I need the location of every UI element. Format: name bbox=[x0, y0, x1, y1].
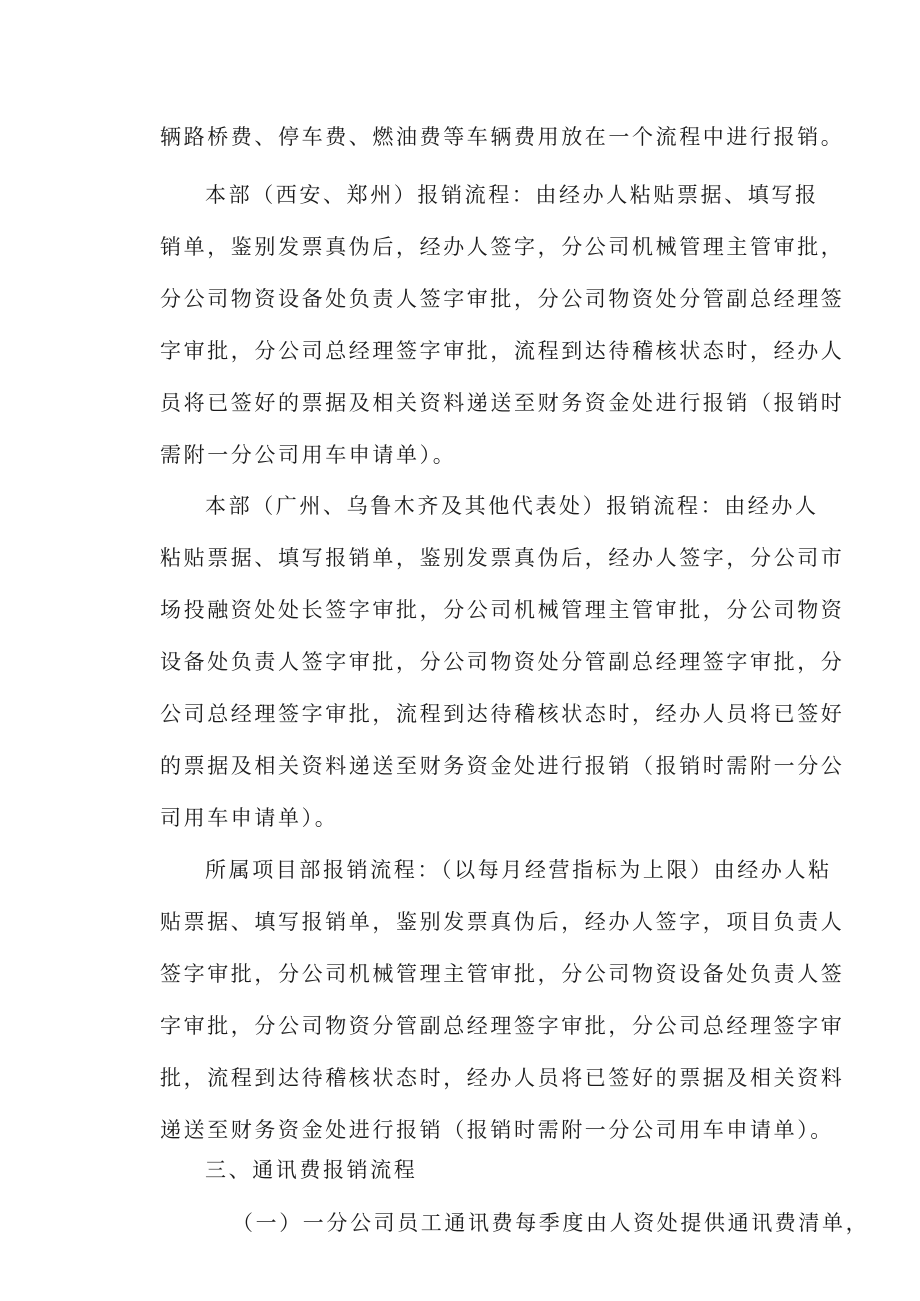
body-text-line: 贴票据、填写报销单，鉴别发票真伪后，经办人签字，项目负责人 bbox=[160, 910, 845, 934]
body-text-line: 递送至财务资金处进行报销（报销时需附一分公司用车申请单）。 bbox=[160, 1118, 834, 1142]
body-text-line: 需附一分公司用车申请单）。 bbox=[160, 443, 457, 467]
body-text-line: 字审批，分公司总经理签字审批，流程到达待稽核状态时，经办人 bbox=[160, 339, 845, 363]
paragraph-first-line: 本部（西安、郑州）报销流程：由经办人粘贴票据、填写报 bbox=[205, 183, 819, 207]
body-text-line: 销单，鉴别发票真伪后，经办人签字，分公司机械管理主管审批， bbox=[160, 235, 845, 259]
subsection-first-line: （一）一分公司员工通讯费每季度由人资处提供通讯费清单， bbox=[232, 1211, 870, 1235]
body-text-line: 设备处负责人签字审批，分公司物资处分管副总经理签字审批，分 bbox=[160, 650, 845, 674]
body-text-line: 粘贴票据、填写报销单，鉴别发票真伪后，经办人签字，分公司市 bbox=[160, 546, 845, 570]
body-text-line: 签字审批，分公司机械管理主管审批，分公司物资设备处负责人签 bbox=[160, 962, 845, 986]
body-text-line: 字审批，分公司物资分管副总经理签字审批，分公司总经理签字审 bbox=[160, 1014, 845, 1038]
body-text-line: 批，流程到达待稽核状态时，经办人员将已签好的票据及相关资料 bbox=[160, 1066, 845, 1090]
body-text-line: 场投融资处处长签字审批，分公司机械管理主管审批，分公司物资 bbox=[160, 598, 845, 622]
body-text-line: 员将已签好的票据及相关资料递送至财务资金处进行报销（报销时 bbox=[160, 391, 845, 415]
body-text-line: 公司总经理签字审批，流程到达待稽核状态时，经办人员将已签好 bbox=[160, 702, 845, 726]
body-text-line: 辆路桥费、停车费、燃油费等车辆费用放在一个流程中进行报销。 bbox=[160, 125, 845, 149]
body-text-line: 司用车申请单）。 bbox=[160, 806, 339, 830]
body-text-line: 分公司物资设备处负责人签字审批，分公司物资处分管副总经理签 bbox=[160, 287, 845, 311]
body-text-line: 的票据及相关资料递送至财务资金处进行报销（报销时需附一分公 bbox=[160, 754, 845, 778]
paragraph-first-line: 本部（广州、乌鲁木齐及其他代表处）报销流程：由经办人 bbox=[205, 494, 819, 518]
section-heading: 三、通讯费报销流程 bbox=[205, 1158, 418, 1182]
paragraph-first-line: 所属项目部报销流程：（以每月经营指标为上限）由经办人粘 bbox=[205, 858, 832, 882]
